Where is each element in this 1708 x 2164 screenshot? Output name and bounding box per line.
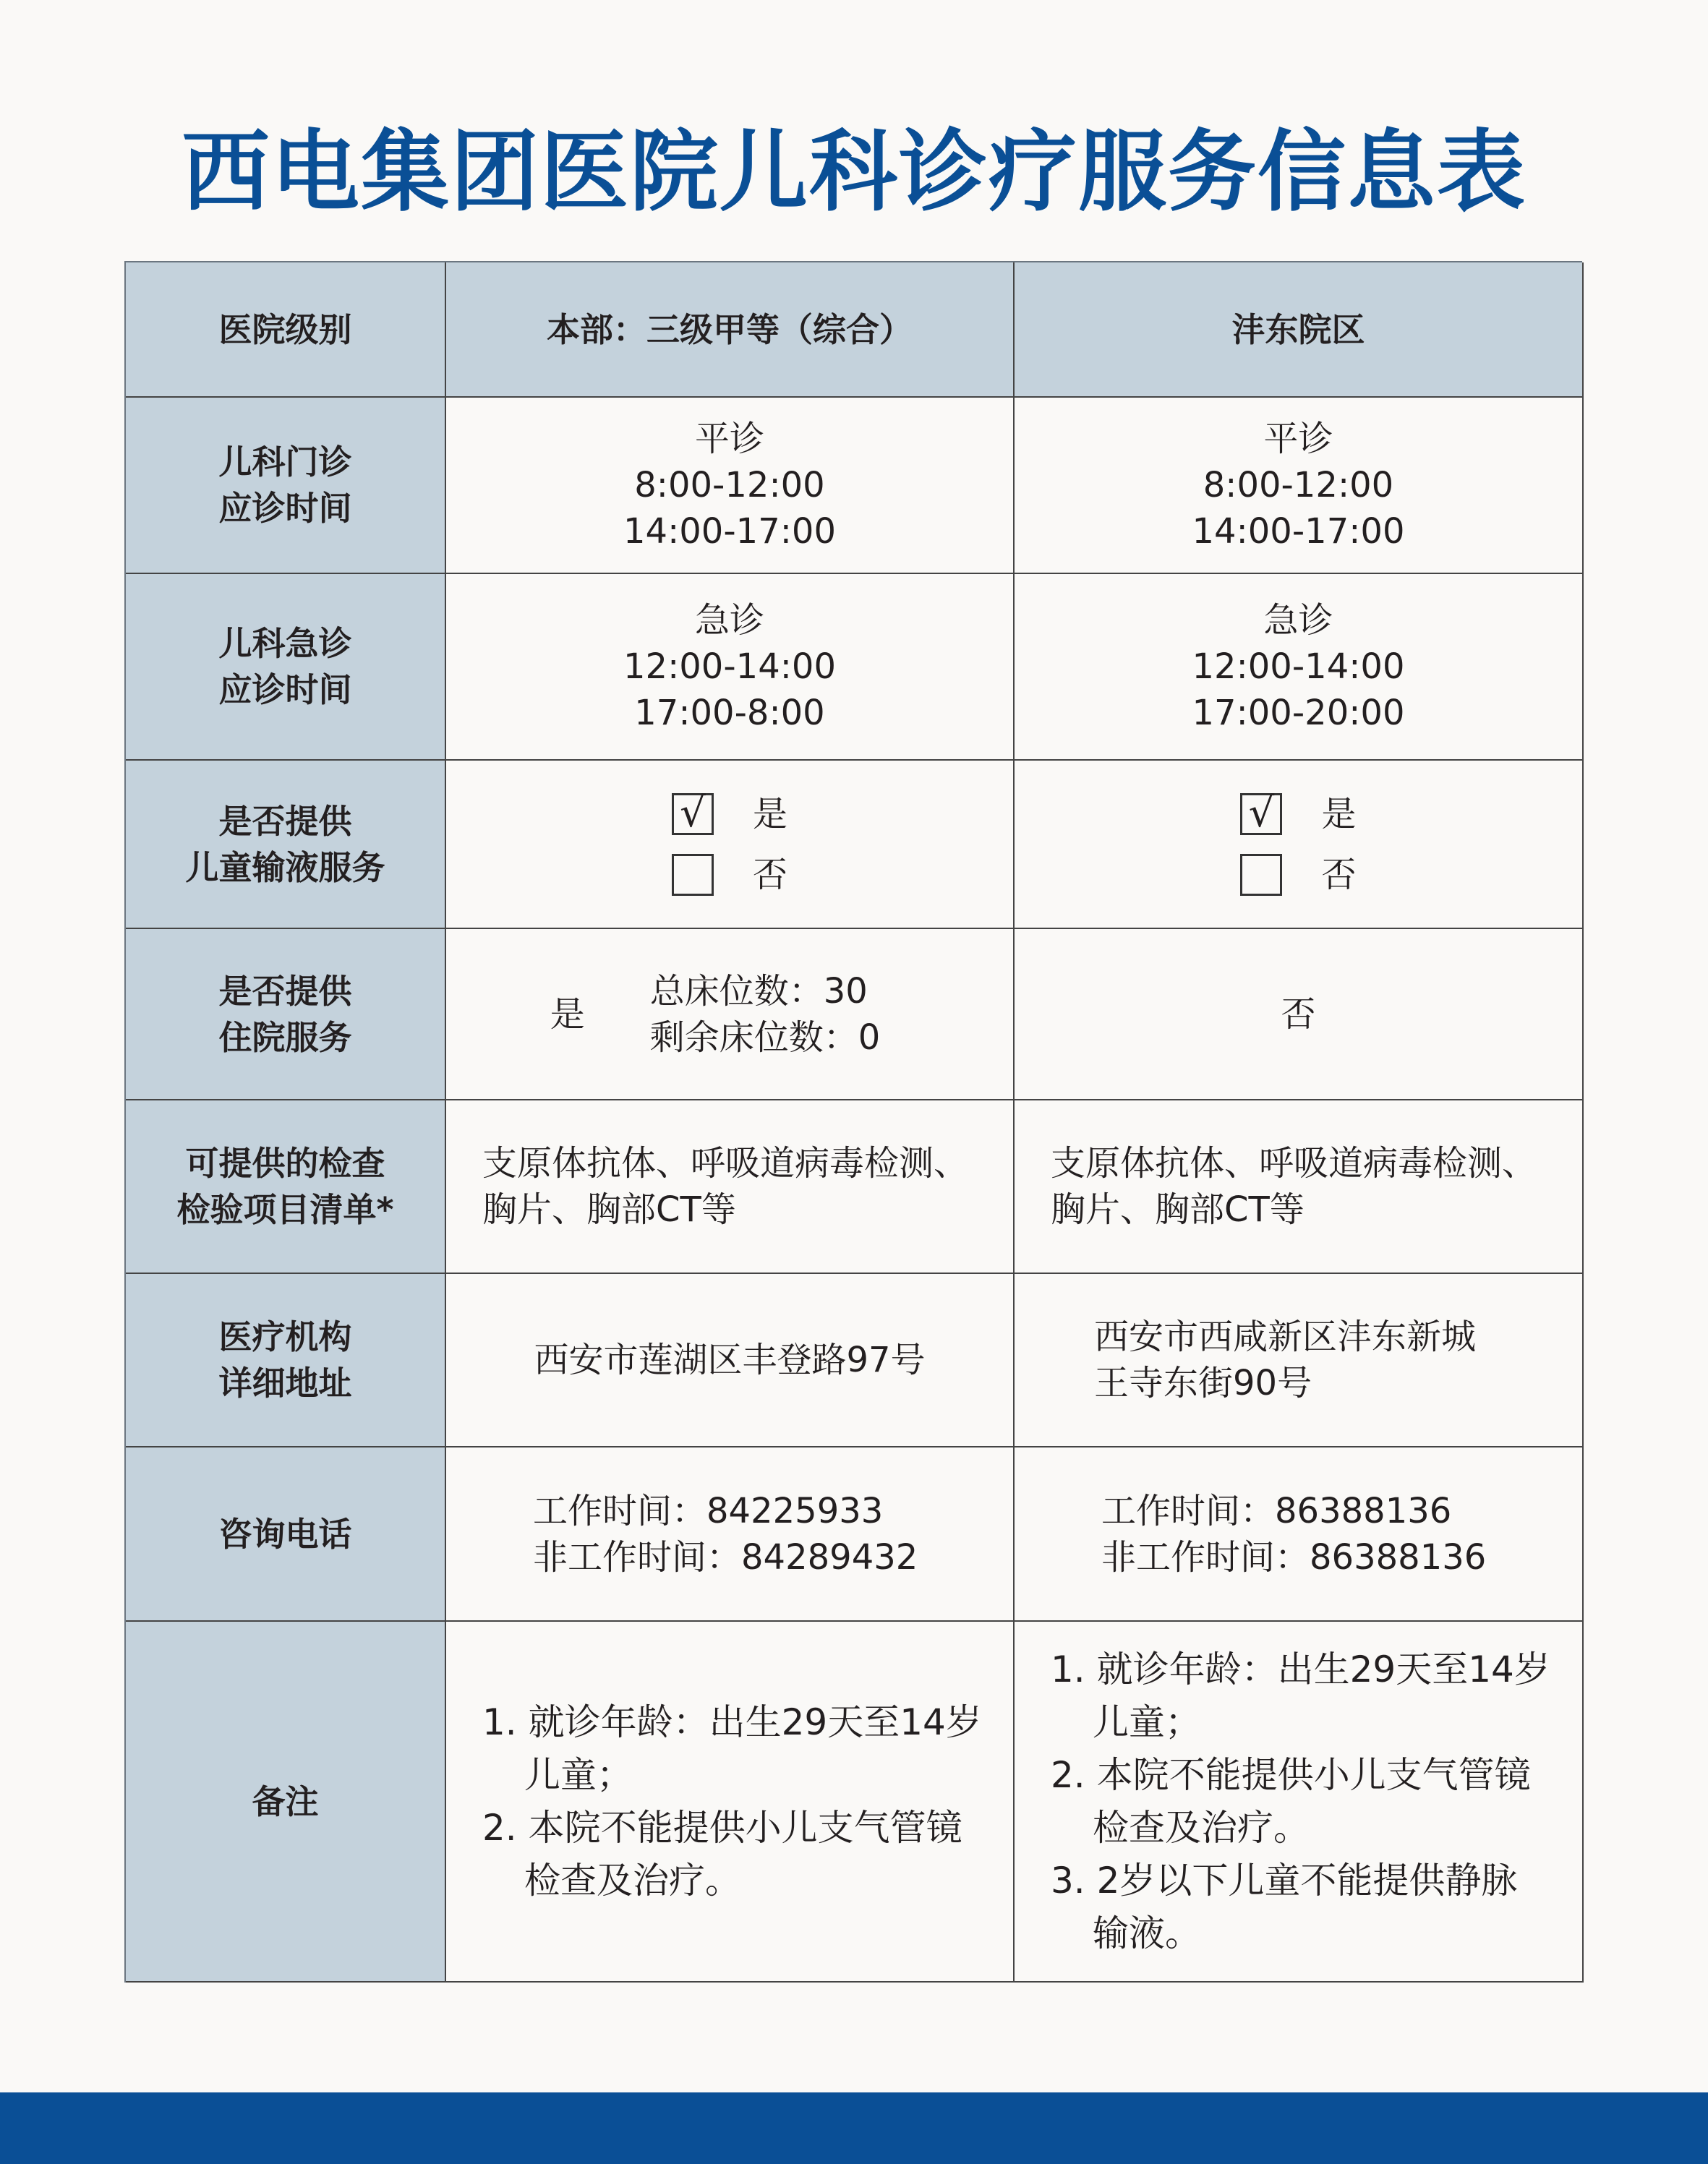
notes-main [446,1622,1015,1983]
row-label-notes: 备注 [126,1622,446,1983]
checkbox-no[interactable] [672,854,714,896]
header-branch-campus: 沣东院区 [1015,262,1584,398]
inpatient-main [446,929,1015,1100]
inpatient-branch: 否 [1015,929,1584,1100]
outpatient-branch [1015,398,1584,574]
hours-line: 12:00-14:00 [1192,646,1405,687]
label-line: 详细地址 [218,1364,352,1403]
row-label-phone: 咨询电话 [126,1447,446,1622]
label-line: 是否提供 [218,801,352,841]
checkbox-label-yes: 是 [1321,793,1357,834]
note-item: 2. 本院不能提供小儿支气管镜检查及治疗。 [1051,1753,1531,1849]
header-main-campus: 本部：三级甲等（综合） [446,262,1015,398]
label-line: 可提供的检查 [185,1144,385,1183]
hours-line: 14:00-17:00 [1192,511,1405,552]
phone-line: 工作时间：84225933 [533,1490,884,1531]
tests-line: 支原体抗体、呼吸道病毒检测、 [482,1143,969,1184]
label-line: 儿科门诊 [218,442,352,482]
row-label-outpatient [126,398,446,574]
label-line: 是否提供 [218,971,352,1011]
checkbox-label-no: 否 [1321,854,1357,895]
note-item: 1. 就诊年龄：出生29天至14岁儿童； [1051,1648,1550,1743]
notes-branch [1015,1622,1584,1983]
emergency-main [446,574,1015,761]
label-line: 检验项目清单* [176,1190,394,1229]
phone-line: 工作时间：86388136 [1101,1490,1452,1531]
info-table [124,261,1582,1983]
hours-line: 17:00-8:00 [634,693,825,733]
page-title: 西电集团医院儿科诊疗服务信息表 [182,121,1526,223]
hours-line: 12:00-14:00 [623,646,836,687]
row-label-tests [126,1100,446,1274]
checkbox-yes-checked[interactable]: √ [672,793,714,835]
tests-branch [1015,1100,1584,1274]
tests-main [446,1100,1015,1274]
label-line: 儿童输液服务 [185,847,385,887]
label-line: 应诊时间 [218,489,352,528]
emergency-branch [1015,574,1584,761]
address-line: 西安市西咸新区沣东新城 [1094,1317,1477,1357]
address-main: 西安市莲湖区丰登路97号 [446,1274,1015,1447]
note-item: 3. 2岁以下儿童不能提供静脉输液。 [1051,1859,1518,1954]
phone-line: 非工作时间：86388136 [1101,1536,1487,1578]
address-branch [1015,1274,1584,1447]
checkbox-no[interactable] [1240,854,1282,896]
hours-line: 14:00-17:00 [623,511,836,552]
hours-line: 8:00-12:00 [634,465,825,505]
row-label-address [126,1274,446,1447]
label-line: 医疗机构 [218,1317,352,1356]
checkbox-label-yes: 是 [752,793,787,834]
phone-branch [1015,1447,1584,1622]
remaining-beds: 剩余床位数：0 [649,1017,881,1058]
row-label-infusion [126,761,446,929]
tests-line: 胸片、胸部CT等 [1051,1189,1305,1230]
hours-type: 急诊 [1263,600,1333,641]
infusion-main [446,761,1015,929]
hours-type: 平诊 [694,419,764,459]
checkbox-label-no: 否 [752,854,787,895]
phone-main [446,1447,1015,1622]
tests-line: 支原体抗体、呼吸道病毒检测、 [1051,1143,1537,1184]
infusion-branch [1015,761,1584,929]
label-line: 儿科急诊 [218,624,352,663]
outpatient-main [446,398,1015,574]
hours-line: 17:00-20:00 [1192,693,1405,733]
phone-line: 非工作时间：84289432 [533,1536,918,1578]
hours-line: 8:00-12:00 [1203,465,1394,505]
note-item: 1. 就诊年龄：出生29天至14岁儿童； [482,1701,982,1796]
row-label-emergency [126,574,446,761]
note-item: 2. 本院不能提供小儿支气管镜检查及治疗。 [482,1806,962,1902]
label-line: 应诊时间 [218,670,352,709]
footer-bar [0,2092,1708,2164]
label-line: 住院服务 [218,1017,352,1057]
hours-type: 平诊 [1263,419,1333,459]
address-line: 王寺东街90号 [1094,1363,1312,1403]
checkbox-yes-checked[interactable]: √ [1240,793,1282,835]
inpatient-answer: 是 [550,993,585,1035]
row-label-inpatient [126,929,446,1100]
header-label: 医院级别 [126,262,446,398]
hours-type: 急诊 [694,600,764,641]
total-beds: 总床位数：30 [649,970,868,1012]
tests-line: 胸片、胸部CT等 [482,1189,736,1230]
